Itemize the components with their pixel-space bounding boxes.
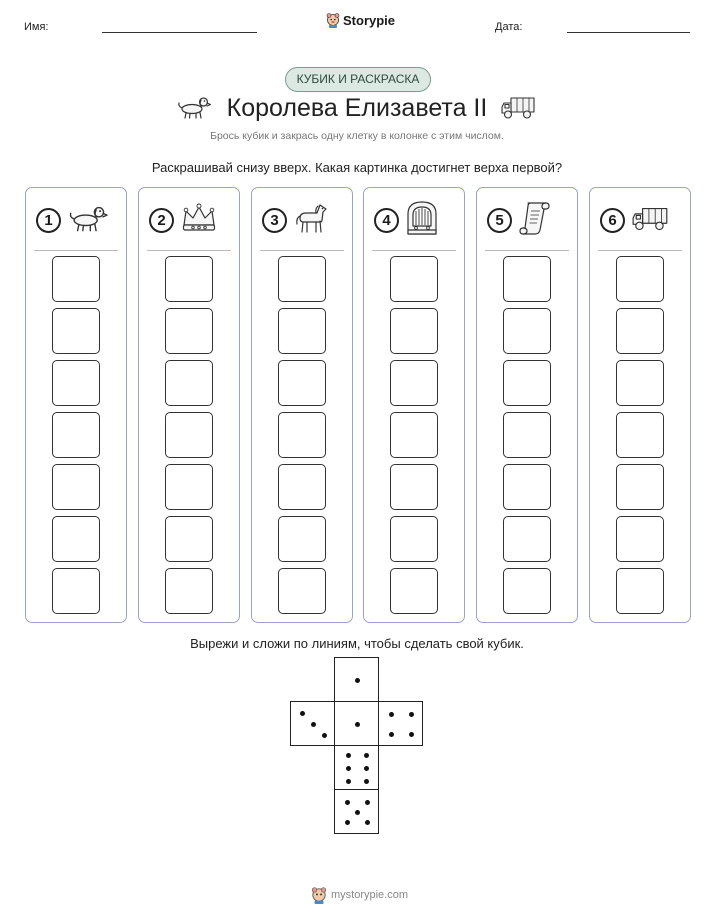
coloring-cell[interactable] [278,412,326,458]
coloring-instruction: Раскрашивай снизу вверх. Какая картинка достигнет верха первой? [151,160,563,175]
dice-face-1 [334,701,379,746]
dice-column-3 [251,187,353,623]
coloring-cell[interactable] [503,568,551,614]
dice-pip [365,820,370,825]
coloring-cell[interactable] [503,256,551,302]
coloring-cell[interactable] [616,256,664,302]
coloring-cell[interactable] [390,412,438,458]
coloring-cell[interactable] [616,308,664,354]
dice-column-6 [589,187,691,623]
dice-face-4 [378,701,423,746]
dice-pip [346,766,351,771]
coloring-cell[interactable] [390,360,438,406]
column-header [600,202,684,238]
dice-pip [355,810,360,815]
coloring-cell[interactable] [52,360,100,406]
footer [311,886,408,904]
column-header [149,202,233,238]
coloring-cell[interactable] [503,516,551,562]
column-number: 5 [487,208,512,233]
brand-logo [326,12,395,28]
coloring-cell[interactable] [616,360,664,406]
dice-pip [389,732,394,737]
column-divider [598,250,682,251]
column-header [262,202,346,238]
dice-pip [364,766,369,771]
column-header [374,202,458,238]
coloring-cell[interactable] [52,412,100,458]
date-line[interactable] [567,32,690,33]
dice-column-2 [138,187,240,623]
coloring-cell[interactable] [278,308,326,354]
column-number: 2 [149,208,174,233]
coloring-cell[interactable] [52,516,100,562]
coloring-cell[interactable] [390,516,438,562]
page-subtitle: Брось кубик и закрась одну клетку в колонке с этим числом. [210,130,504,142]
coloring-cell[interactable] [616,516,664,562]
dice-face-6 [334,745,379,790]
coloring-cell[interactable] [390,308,438,354]
coloring-cell[interactable] [278,360,326,406]
coloring-cell[interactable] [503,412,551,458]
dice-pip [346,753,351,758]
column-header [36,202,120,238]
column-divider [485,250,569,251]
coloring-cell[interactable] [390,568,438,614]
dice-pip [300,711,305,716]
coloring-cell[interactable] [52,256,100,302]
coloring-cell[interactable] [165,360,213,406]
dice-pip [389,712,394,717]
coloring-cell[interactable] [52,568,100,614]
coloring-cell[interactable] [52,308,100,354]
coloring-cell[interactable] [165,308,213,354]
dice-pip [364,779,369,784]
dice-pip [345,800,350,805]
dice-face-3 [290,701,335,746]
radio-icon [405,199,439,242]
coloring-cell[interactable] [503,308,551,354]
coloring-cell[interactable] [278,568,326,614]
date-label: Дата: [495,21,523,33]
dice-face-1 [334,657,379,702]
dice-column-4 [363,187,465,623]
coloring-cell[interactable] [165,464,213,510]
column-divider [34,250,118,251]
truck-icon [631,203,671,238]
storypie-mascot-icon [311,886,327,904]
coloring-cell[interactable] [278,464,326,510]
coloring-cell[interactable] [616,568,664,614]
brand-name: Storypie [343,12,396,28]
coloring-cell[interactable] [390,464,438,510]
column-number: 1 [36,208,61,233]
coloring-cell[interactable] [165,256,213,302]
column-number: 3 [262,208,287,233]
dice-pip [364,753,369,758]
page-title: Королева Елизавета II [226,94,488,122]
dice-pip [365,800,370,805]
dice-pip [345,820,350,825]
coloring-cell[interactable] [278,516,326,562]
coloring-cell[interactable] [503,360,551,406]
dice-column-5 [476,187,578,623]
dice-pip [346,779,351,784]
dice-face-5 [334,789,379,834]
column-header [487,202,571,238]
coloring-cell[interactable] [165,568,213,614]
activity-type-pill: КУБИК И РАСКРАСКА [285,67,431,92]
dice-pip [355,722,360,727]
truck-icon [500,93,538,121]
coloring-cell[interactable] [616,464,664,510]
column-divider [147,250,231,251]
dice-column-1 [25,187,127,623]
dice-pip [409,732,414,737]
horse-icon [293,200,331,241]
coloring-cell[interactable] [503,464,551,510]
dog-icon [67,203,109,238]
crown-icon [180,201,218,240]
storypie-mascot-icon [326,12,340,28]
dice-pip [355,678,360,683]
coloring-cell[interactable] [616,412,664,458]
coloring-cell[interactable] [165,516,213,562]
column-divider [260,250,344,251]
name-label: Имя: [24,21,49,33]
dice-pip [322,733,327,738]
dice-instruction: Вырежи и сложи по линиям, чтобы сделать свой кубик. [190,636,524,651]
dice-pip [409,712,414,717]
coloring-cell[interactable] [278,256,326,302]
coloring-cell[interactable] [390,256,438,302]
column-number: 4 [374,208,399,233]
column-divider [372,250,456,251]
coloring-cell[interactable] [52,464,100,510]
coloring-cell[interactable] [165,412,213,458]
dice-pip [311,722,316,727]
footer-url[interactable]: mystorypie.com [331,889,409,901]
scroll-icon [518,199,552,242]
column-number: 6 [600,208,625,233]
name-line[interactable] [102,32,257,33]
